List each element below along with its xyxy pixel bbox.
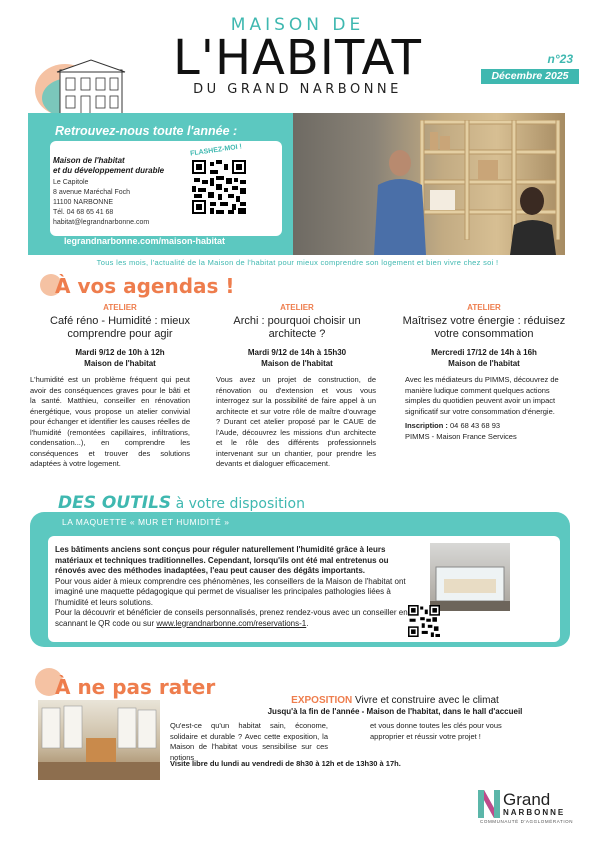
website-link[interactable]: legrandnarbonne.com/maison-habitat	[64, 236, 226, 246]
tools-subtitle: LA MAQUETTE « MUR ET HUMIDITÉ »	[62, 517, 230, 527]
logo-top-line: MAISON DE	[230, 15, 365, 35]
model-photo	[430, 543, 510, 611]
logo-main: L'HABITAT	[173, 30, 422, 86]
event-card	[213, 303, 381, 369]
brand-tagline: COMMUNAUTÉ D'AGGLOMÉRATION	[480, 819, 574, 824]
inscription-org: PIMMS - Maison France Services	[405, 431, 517, 441]
event-category: ATELIER	[280, 303, 314, 312]
visitor-figure	[510, 185, 565, 255]
issue-date: Décembre 2025	[481, 69, 579, 84]
contact-name: Maison de l'habitat et du développement durable	[53, 156, 165, 175]
exhibition-label: EXPOSITION	[291, 695, 353, 706]
contact-address: Le Capitole 8 avenue Maréchal Foch 11100 NARBONNE Tél. 04 68 65 41 68 habitat@legrandnarbonne.com	[53, 179, 150, 226]
exhibition-photo	[38, 700, 160, 780]
tools-text: Les bâtiments anciens sont conçus pour réguler naturellement l'humidité grâce à leurs matériaux et techniques traditionnelles. Cependant, lorsqu'ils ont été mal entretenus ou rénovés avec des méthodes inadaptées, l'eau peut causer des dégâts importants. Pour vous aider à mieux comprendre ces phénomènes, les conseillers de la Maison de l'habitat ont imaginé une maquette pédagogique qui permet de visualiser les principales pathologies liées à l'humidité et leurs solutions. Pour la découvrir et bénéficier de conseils personnalisés, prenez rendez-vous avec un conseiller en scannant le QR code ou sur www.legrandnarbonne.com/reservations-1.	[55, 545, 408, 628]
event-category: ATELIER	[103, 303, 137, 312]
event-category: ATELIER	[467, 303, 501, 312]
event-title: Maîtrisez votre énergie : réduisez votre consommation	[402, 315, 566, 340]
event-title: Archi : pourquoi choisir un architecte ?	[233, 315, 361, 340]
brand-name: Grand	[503, 790, 551, 809]
contact-email[interactable]: habitat@legrandnarbonne.com	[53, 219, 150, 226]
event-title: Café réno - Humidité : mieux comprendre pour agir	[50, 315, 190, 340]
house-illustration	[35, 58, 130, 120]
event-description: L'humidité est un problème fréquent qui peut avoir des conséquences graves pour le bâti et la santé. Matthieu, conseiller en rénovation énergétique, vous propose un atelier convivial pour échanger et identifier les causes réelles de l'humidité (remontées capillaires, infiltrations, condensation...), en comprendre les conséquences et trouver des solutions adaptées à votre logement.	[30, 375, 190, 468]
brand-mark-icon	[478, 790, 500, 818]
advisor-figure	[370, 145, 430, 255]
event-description: Vous avez un projet de construction, de rénovation ou d'extension et vous vous interrogez sur la possibilité de faire appel à un architecte et sur votre rôle de maître d'ouvrage ? Durant cet atelier proposé par le CAUE de l'Aude, découvrez les missions d'un architecte et le rôle des différents professionnels intervenant sur un chantier, pour prendre les devants et dialoguer efficacement.	[216, 375, 376, 468]
event-date: Mercredi 17/12 de 14h à 16h	[431, 348, 537, 357]
event-location: Maison de l'habitat	[261, 359, 333, 368]
grand-narbonne-logo	[478, 790, 578, 825]
event-card	[400, 303, 568, 369]
exhibition-hours: Visite libre du lundi au vendredi de 8h30 à 12h et de 13h30 à 17h.	[170, 759, 401, 768]
rater-title: À ne pas rater	[55, 675, 216, 699]
flash-label: FLASHEZ-MOI !	[189, 143, 243, 158]
event-date: Mardi 9/12 de 14h à 15h30	[247, 348, 347, 357]
logo-subtitle: DU GRAND NARBONNE	[193, 82, 402, 97]
exhibition-text: et vous donne toutes les clés pour vous approprier et réussir votre projet !	[370, 721, 502, 741]
exhibition-heading: EXPOSITION Vivre et construire avec le climat	[291, 695, 499, 706]
qr-code[interactable]	[408, 605, 440, 637]
exhibition-dates: Jusqu'à la fin de l'année - Maison de l'habitat, dans le hall d'accueil	[267, 707, 523, 716]
event-date: Mardi 9/12 de 10h à 12h	[75, 348, 165, 357]
agenda-title: À vos agendas !	[55, 274, 235, 298]
event-location: Maison de l'habitat	[84, 359, 156, 368]
tagline: Tous les mois, l'actualité de la Maison de l'habitat pour mieux comprendre son logement et bien vivre chez soi !	[96, 258, 499, 267]
event-description: Avec les médiateurs du PIMMS, découvrez de manière ludique comment quelques actions simples du quotidien peuvent avoir un impact significatif sur votre consommation d'énergie. Inscription : 04 68 43 68 93 PIMMS - Maison France Services	[405, 375, 565, 442]
issue-number: n°23	[547, 52, 573, 66]
model-illustration	[430, 543, 510, 611]
event-location: Maison de l'habitat	[448, 359, 520, 368]
inscription-phone[interactable]: 04 68 43 68 93	[450, 421, 501, 430]
reservation-link[interactable]: www.legrandnarbonne.com/reservations-1	[156, 618, 307, 628]
event-card	[36, 303, 204, 369]
banner-title: Retrouvez-nous toute l'année :	[55, 124, 238, 138]
tools-title: DES OUTILS à votre disposition	[58, 493, 305, 513]
exhibition-illustration	[38, 700, 160, 780]
inscription-label: Inscription :	[405, 421, 448, 430]
brand-name-2: NARBONNE	[503, 808, 566, 817]
qr-code[interactable]	[190, 158, 248, 216]
exhibition-text: Qu'est-ce qu'un habitat sain, économe, solidaire et durable ? Avec cette exposition, la Maison de l'habitat vous sensibilise sur ces notions	[170, 721, 328, 762]
